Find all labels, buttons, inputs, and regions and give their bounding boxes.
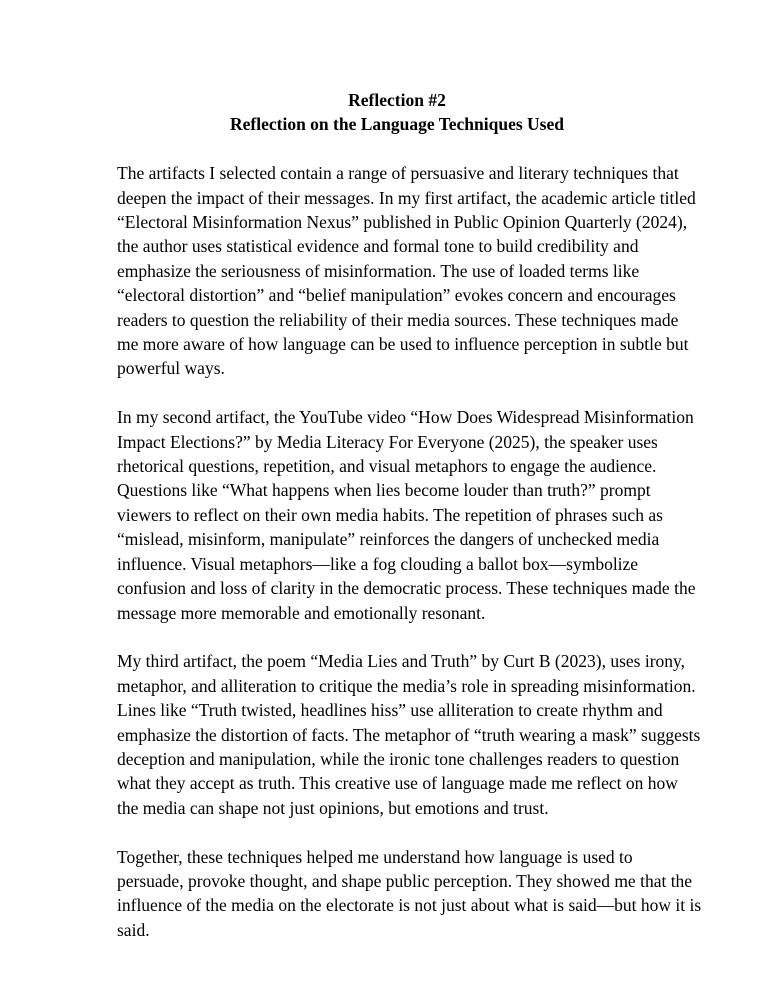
paragraph-line: “electoral distortion” and “belief manipulation” evokes concern and encourages: [117, 285, 676, 306]
document-heading: [117, 88, 677, 137]
paragraph-line: rhetorical questions, repetition, and visual metaphors to engage the audience.: [117, 456, 657, 477]
paragraph-1: [117, 161, 696, 381]
document-page: [117, 88, 702, 942]
paragraph-line: message more memorable and emotionally resonant.: [117, 602, 486, 623]
paragraph-line: deepen the impact of their messages. In my first artifact, the academic article titled: [117, 187, 696, 208]
paragraph-line: Questions like “What happens when lies become louder than truth?” prompt: [117, 480, 651, 501]
paragraph-line: In my second artifact, the YouTube video “How Does Widespread Misinformation: [117, 407, 694, 428]
paragraph-line: me more aware of how language can be used to influence perception in subtle but: [117, 334, 689, 355]
paragraph-line: Lines like “Truth twisted, headlines hiss” use alliteration to create rhythm and: [117, 700, 663, 721]
paragraph-line: deception and manipulation, while the ironic tone challenges readers to question: [117, 748, 680, 769]
paragraph-line: said.: [117, 919, 150, 940]
heading-title: Reflection #2: [348, 90, 446, 110]
paragraph-line: “Electoral Misinformation Nexus” published in Public Opinion Quarterly (2024),: [117, 212, 688, 233]
paragraph-line: readers to question the reliability of their media sources. These techniques made: [117, 309, 679, 330]
spacer: [117, 625, 677, 649]
paragraph-line: persuade, provoke thought, and shape public perception. They showed me that the: [117, 870, 693, 891]
paragraph-line: the author uses statistical evidence and formal tone to build credibility and: [117, 236, 639, 257]
paragraph-line: powerful ways.: [117, 358, 225, 379]
paragraph-line: influence of the media on the electorate is not just about what is said—but how it is: [117, 895, 702, 916]
paragraph-line: viewers to reflect on their own media habits. The repetition of phrases such as: [117, 504, 663, 525]
paragraph-line: The artifacts I selected contain a range of persuasive and literary techniques that: [117, 163, 679, 184]
paragraph-line: emphasize the distortion of facts. The metaphor of “truth wearing a mask” suggests: [117, 724, 701, 745]
spacer: [117, 381, 677, 405]
paragraph-line: “mislead, misinform, manipulate” reinforces the dangers of unchecked media: [117, 529, 660, 550]
paragraph-2: [117, 405, 696, 625]
spacer: [117, 820, 677, 844]
paragraph-line: metaphor, and alliteration to critique the media’s role in spreading misinformation.: [117, 675, 696, 696]
paragraph-4: [117, 845, 702, 943]
paragraph-line: My third artifact, the poem “Media Lies and Truth” by Curt B (2023), uses irony,: [117, 651, 686, 672]
paragraph-line: influence. Visual metaphors—like a fog clouding a ballot box—symbolize: [117, 553, 639, 574]
spacer: [117, 137, 677, 161]
paragraph-line: the media can shape not just opinions, but emotions and trust.: [117, 797, 549, 818]
paragraph-line: Together, these techniques helped me understand how language is used to: [117, 846, 633, 867]
heading-subtitle: Reflection on the Language Techniques Used: [230, 114, 564, 135]
paragraph-line: emphasize the seriousness of misinformation. The use of loaded terms like: [117, 260, 640, 281]
paragraph-line: Impact Elections?” by Media Literacy For Everyone (2025), the speaker uses: [117, 431, 658, 452]
paragraph-line: what they accept as truth. This creative use of language made me reflect on how: [117, 773, 678, 794]
paragraph-line: confusion and loss of clarity in the democratic process. These techniques made the: [117, 578, 696, 599]
paragraph-3: [117, 649, 701, 820]
